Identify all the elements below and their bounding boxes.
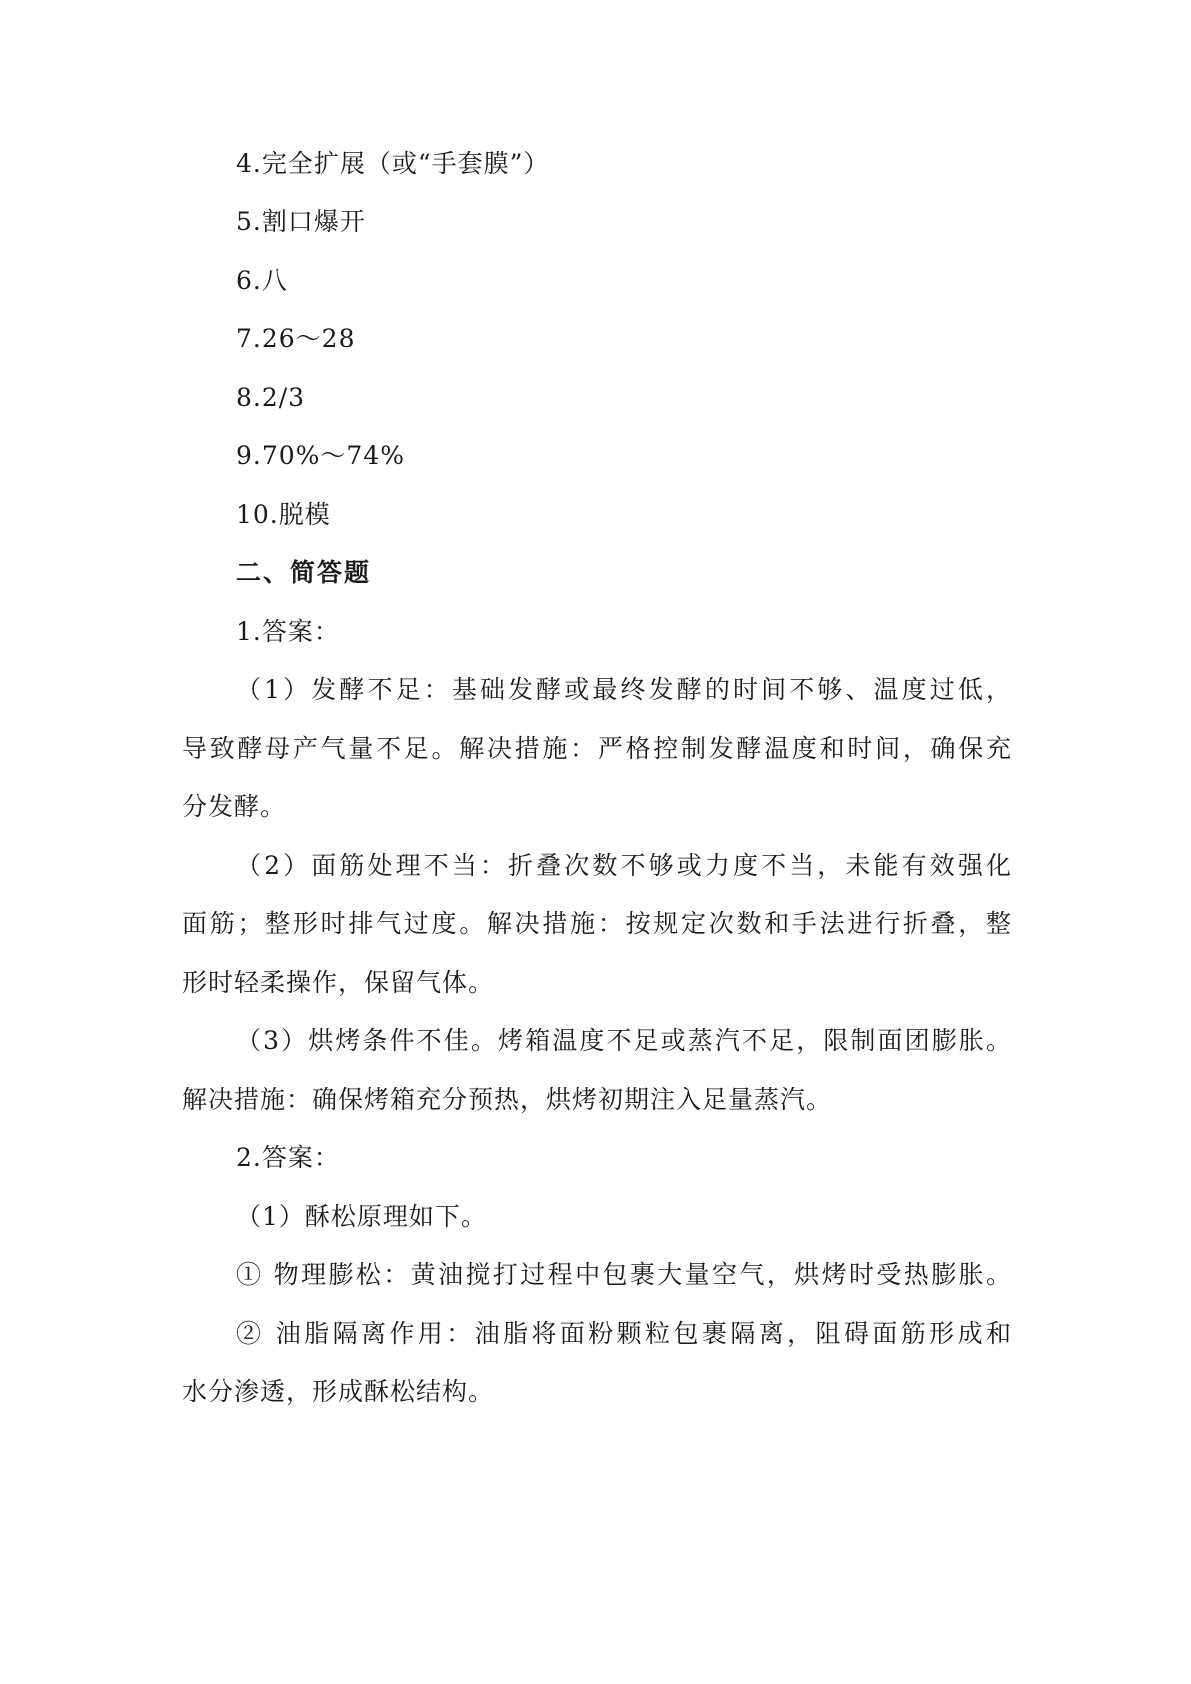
q1-p2-line2: 面筋；整形时排气过度。解决措施：按规定次数和手法进行折叠，整 — [182, 909, 1012, 938]
answer-9: 9.70%～74% — [236, 441, 405, 470]
answer-5: 5.割口爆开 — [236, 207, 366, 236]
answer-4: 4.完全扩展（或“手套膜”） — [236, 149, 550, 178]
q1-p3-line1: （3）烘烤条件不佳。烤箱温度不足或蒸汽不足，限制面团膨胀。 — [236, 1026, 1012, 1055]
q2-item2-line2: 水分渗透，形成酥松结构。 — [182, 1377, 495, 1406]
answer-8: 8.2/3 — [236, 383, 306, 412]
q1-p3-line2: 解决措施：确保烤箱充分预热，烘烤初期注入足量蒸汽。 — [182, 1085, 833, 1114]
q2-item2-line1: ② 油脂隔离作用：油脂将面粉颗粒包裹隔离，阻碍面筋形成和 — [236, 1319, 1012, 1348]
q2-p1: （1）酥松原理如下。 — [236, 1202, 487, 1231]
answer-6: 6.八 — [236, 266, 288, 295]
q1-label: 1.答案： — [236, 617, 340, 646]
q1-p1-line3: 分发酵。 — [182, 792, 287, 821]
q1-p1-line2: 导致酵母产气量不足。解决措施：严格控制发酵温度和时间，确保充 — [182, 734, 1012, 763]
answer-7: 7.26～28 — [236, 324, 356, 353]
q1-p1-line1: （1）发酵不足：基础发酵或最终发酵的时间不够、温度过低， — [236, 675, 1012, 704]
section-heading: 二、简答题 — [236, 558, 372, 587]
q1-p2-line3: 形时轻柔操作，保留气体。 — [182, 968, 495, 997]
q1-p2-line1: （2）面筋处理不当：折叠次数不够或力度不当，未能有效强化 — [236, 851, 1012, 880]
answer-10: 10.脱模 — [236, 500, 331, 529]
q2-label: 2.答案： — [236, 1143, 340, 1172]
q2-item1: ① 物理膨松：黄油搅打过程中包裹大量空气，烘烤时受热膨胀。 — [236, 1260, 1012, 1289]
